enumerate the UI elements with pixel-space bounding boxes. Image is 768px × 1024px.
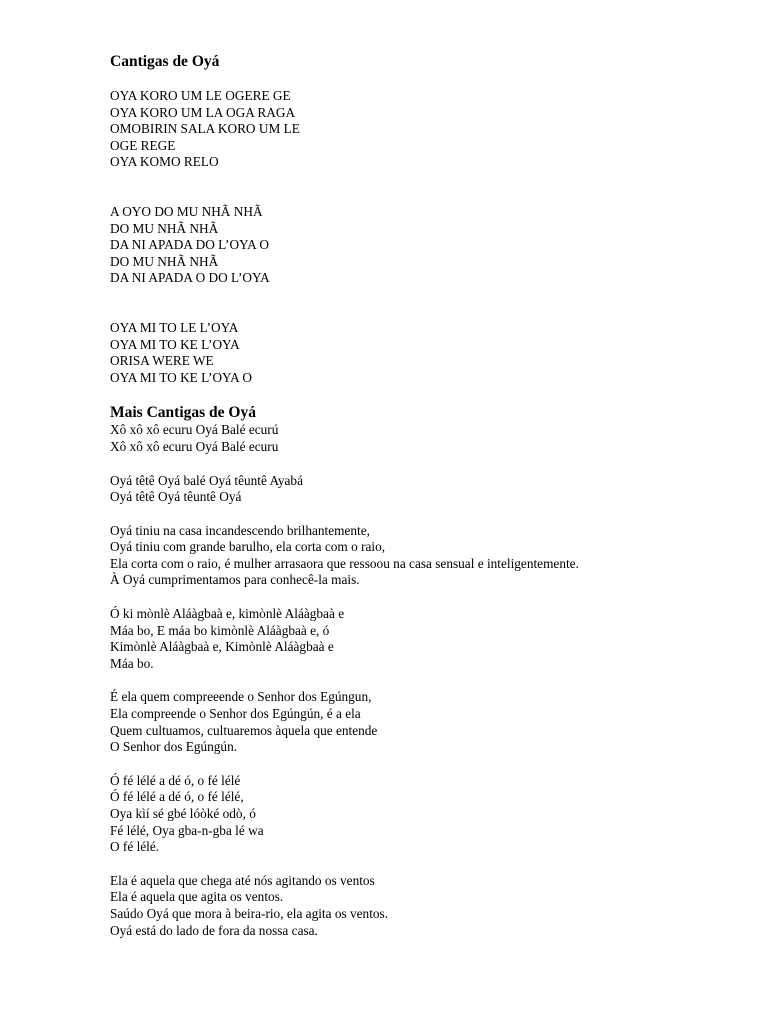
verse-line: DO MU NHÃ NHÃ: [110, 253, 219, 269]
verse-line: O fé lélé.: [110, 839, 160, 855]
verse-line: OYA MI TO KE L’OYA O: [110, 369, 252, 385]
verse-line: Ela compreende o Senhor dos Egúngún, é a ela: [110, 706, 361, 722]
stanza: [110, 873, 750, 939]
section-subtitle: Mais Cantigas de Oyá: [110, 404, 256, 422]
verse-line: Oyá está do lado de fora da nossa casa.: [110, 922, 318, 938]
verse-line: DA NI APADA DO L’OYA O: [110, 237, 269, 253]
verse-line: Ela é aquela que chega até nós agitando os ventos: [110, 872, 375, 888]
verse-line: Ó fé lélé a dé ó, o fé lélé: [110, 772, 241, 788]
document-page: [110, 52, 750, 939]
stanza: [110, 773, 750, 856]
verse-line: Ela corta com o raio, é mulher arrasaora que ressoou na casa sensual e inteligentemente.: [110, 555, 579, 571]
verse-line: Quem cultuamos, cultuaremos àquela que entende: [110, 722, 378, 738]
stanza: [110, 473, 750, 506]
stanza: [110, 606, 750, 672]
verse-line: À Oyá cumprimentamos para conhecê-la mais.: [110, 572, 360, 588]
verses-part-1: [110, 88, 750, 386]
verse-line: Oya kìí sé gbé lóòké odò, ó: [110, 806, 256, 821]
stanza: [110, 689, 750, 755]
verse-line: Xô xô xô ecuru Oyá Balé ecurú: [110, 422, 279, 438]
page-title: Cantigas de Oyá: [110, 53, 220, 70]
stanza: [110, 422, 750, 455]
verse-line: DA NI APADA O DO L’OYA: [110, 270, 270, 286]
verse-line: Xô xô xô ecuru Oyá Balé ecuru: [110, 438, 279, 454]
verse-line: Oyá tiniu com grande barulho, ela corta com o raio,: [110, 539, 386, 555]
verse-line: OYA MI TO LE L’OYA: [110, 319, 239, 335]
verse-line: Oyá têtê Oyá balé Oyá têuntê Ayabá: [110, 472, 303, 488]
verse-line: Saúdo Oyá que mora à beira-rio, ela agita os ventos.: [110, 905, 389, 921]
verse-line: O Senhor dos Egúngún.: [110, 739, 238, 755]
verse-line: A OYO DO MU NHÃ NHÃ: [110, 203, 263, 219]
verse-line: Kimònlè Aláàgbaà e, Kimònlè Aláàgbaà e: [110, 639, 334, 655]
verse-line: OYA KORO UM LE OGERE GE: [110, 88, 291, 103]
verse-line: É ela quem compreeende o Senhor dos Egúngun,: [110, 689, 372, 705]
verse-line: DO MU NHÃ NHÃ: [110, 220, 219, 236]
stanza: [110, 88, 750, 171]
verse-line: OYA KORO UM LA OGA RAGA: [110, 104, 296, 120]
verse-line: Máa bo, E máa bo kimònlè Aláàgbaà e, ó: [110, 622, 330, 638]
verse-line: Oyá têtê Oyá têuntê Oyá: [110, 489, 242, 505]
verse-line: OYA KOMO RELO: [110, 154, 219, 170]
verse-line: OYA MI TO KE L’OYA: [110, 336, 240, 352]
verse-line: Fé lélé, Oya gba-n-gba lé wa: [110, 822, 264, 838]
verse-line: Oyá tiniu na casa incandescendo brilhantemente,: [110, 522, 370, 538]
verses-part-2: [110, 422, 750, 939]
stanza: [110, 523, 750, 589]
verse-line: Ó ki mònlè Aláàgbaà e, kimònlè Aláàgbaà e: [110, 606, 345, 622]
verse-line: Máa bo.: [110, 655, 154, 671]
verse-line: OGE REGE: [110, 137, 176, 153]
verse-line: ORISA WERE WE: [110, 353, 214, 369]
verse-line: OMOBIRIN SALA KORO UM LE: [110, 121, 300, 137]
stanza: [110, 204, 750, 287]
stanza: [110, 320, 750, 386]
verse-line: Ó fé lélé a dé ó, o fé lélé,: [110, 789, 244, 805]
verse-line: Ela é aquela que agita os ventos.: [110, 889, 284, 905]
